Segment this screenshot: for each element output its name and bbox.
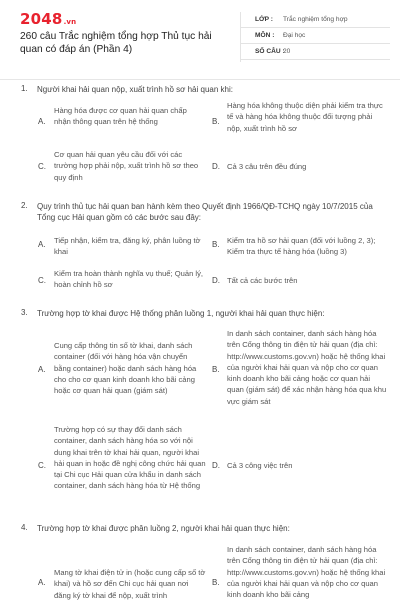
option-letter: B.: [212, 117, 220, 126]
option-letter: A.: [38, 240, 46, 249]
option-letter: B.: [212, 578, 220, 587]
question-text: Trường hợp tờ khai được Hệ thống phân luồng 1, người khai hải quan thực hiện:: [37, 309, 325, 318]
logo-tld: .vn: [63, 18, 77, 26]
page-title: 260 câu Trắc nghiệm tổng hợp Thủ tục hải quan có đáp án (Phần 4): [20, 31, 212, 55]
logo-text: 2048: [20, 10, 63, 28]
meta-subject-row: [240, 28, 390, 44]
page-header: [0, 0, 400, 80]
option-d[interactable]: Tất cả các bước trên: [227, 276, 298, 285]
option-d[interactable]: Cả 3 công việc trên: [227, 461, 293, 470]
meta-count-key: SỐ CÂU :: [255, 48, 285, 55]
option-b[interactable]: In danh sách container, danh sách hàng hóa trên Cổng thông tin điện tử hải quan (địa chỉ: http://www.customs.gov.vn) hoặc hệ thống khai của người khai hải quan và nộp cho cơ quan kinh doanh kho bãi cảng hoặc cơ quan hải quan (giám sát) để xác nhận hàng hóa qua khu vực giám sát: [227, 329, 387, 406]
question-number: 2.: [21, 201, 28, 210]
option-c[interactable]: Trường hợp có sự thay đổi danh sách container, danh sách hàng hóa so với nội dung khai trên tờ khai hải quan, người khai hải quan in hoặc đề nghị công chức hải quan tại Chi cục Hải quan cửa khẩu in danh sách container, danh sách hàng hóa từ Hệ thống: [54, 425, 206, 491]
option-b[interactable]: In danh sách container, danh sách hàng hóa trên Cổng thông tin điện tử hải quan (địa chỉ: http://www.customs.gov.vn) hoặc hệ thống khai của người khai hải quan và nộp cho cơ quan kinh doanh kho bãi cảng: [227, 545, 386, 600]
question-number: 1.: [21, 84, 28, 93]
question-number: 3.: [21, 308, 28, 317]
meta-class-value: Trắc nghiệm tổng hợp: [283, 16, 348, 23]
question-text: Quy trình thủ tục hải quan ban hành kèm theo Quyết định 1966/QĐ-TCHQ ngày 10/7/2015 của Tổng cục Hải quan gồm có các bước sau đây:: [37, 202, 373, 222]
option-letter: B.: [212, 240, 220, 249]
option-letter: A.: [38, 365, 46, 374]
option-letter: C.: [38, 461, 46, 470]
option-letter: B.: [212, 365, 220, 374]
option-letter: D.: [212, 276, 220, 285]
question-text: Trường hợp tờ khai được phân luồng 2, người khai hải quan thực hiện:: [37, 524, 290, 533]
option-a[interactable]: Hàng hóa được cơ quan hải quan chấp nhận thông quan trên hệ thống: [54, 106, 187, 127]
option-c[interactable]: Cơ quan hải quan yêu cầu đối với các trường hợp phải nộp, xuất trình hồ sơ theo quy định: [54, 150, 199, 182]
option-d[interactable]: Cả 3 câu trên đều đúng: [227, 162, 307, 171]
option-b[interactable]: Hàng hóa không thuộc diện phải kiểm tra thực tế và hàng hóa không thuộc đối tượng phải nộp, xuất trình hồ sơ: [227, 101, 383, 133]
option-b[interactable]: Kiểm tra hồ sơ hải quan (đối với luồng 2, 3); Kiểm tra thực tế hàng hóa (luồng 3): [227, 236, 376, 257]
option-letter: A.: [38, 117, 46, 126]
option-letter: C.: [38, 162, 46, 171]
option-letter: D.: [212, 461, 220, 470]
meta-class-row: [240, 12, 390, 28]
meta-count-value: 20: [283, 48, 291, 55]
option-letter: A.: [38, 578, 46, 587]
question-text: Người khai hải quan nộp, xuất trình hồ sơ hải quan khi:: [37, 85, 233, 94]
option-a[interactable]: Mang tờ khai điện tử in (hoặc cung cấp số tờ khai) và hồ sơ đến Chi cục hải quan nơi đăng ký tờ khai để nộp, xuất trình: [54, 568, 206, 600]
option-a[interactable]: Cung cấp thông tin số tờ khai, danh sách container (đối với hàng hóa vận chuyển bằng container) hoặc danh sách hàng hóa cho cho cơ quan kinh doanh kho bãi cảng hoặc cơ quan hải quan (giám sát): [54, 341, 197, 396]
meta-subject-value: Đại học: [283, 32, 306, 39]
option-letter: C.: [38, 276, 46, 285]
question-number: 4.: [21, 523, 28, 532]
option-c[interactable]: Kiểm tra hoàn thành nghĩa vụ thuế; Quản lý, hoàn chỉnh hồ sơ: [54, 269, 204, 290]
option-a[interactable]: Tiếp nhận, kiểm tra, đăng ký, phân luồng tờ khai: [54, 236, 201, 257]
meta-class-key: LỚP :: [255, 16, 273, 23]
meta-count-row: [240, 44, 390, 60]
site-logo[interactable]: [20, 10, 76, 28]
option-letter: D.: [212, 162, 220, 171]
meta-subject-key: MÔN :: [255, 32, 275, 39]
